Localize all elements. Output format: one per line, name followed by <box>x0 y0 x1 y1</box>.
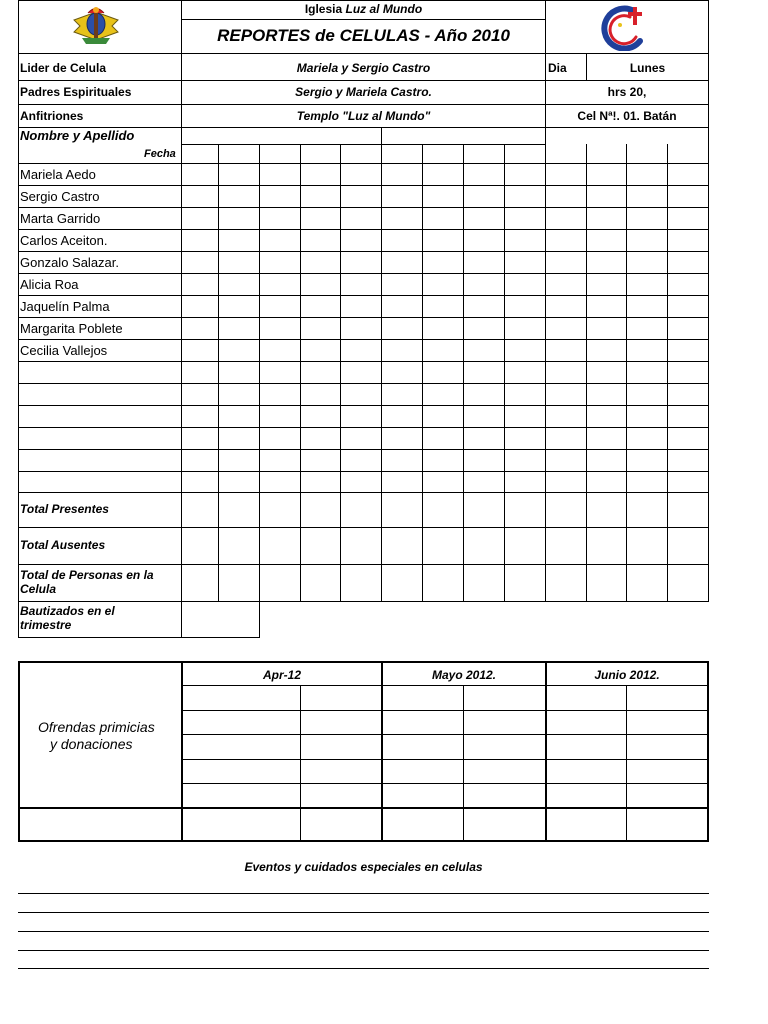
hours-value: hrs 20, <box>607 85 647 99</box>
leader-value: Mariela y Sergio Castro <box>296 61 431 75</box>
month-header: Mayo 2012. <box>431 668 497 682</box>
events-write-line[interactable] <box>18 950 709 951</box>
member-name: Mariela Aedo <box>20 167 96 182</box>
offerings-label: Ofrendas primicias <box>38 719 155 735</box>
total-absent-label: Total Ausentes <box>20 538 106 552</box>
member-name: Cecilia Vallejos <box>20 343 108 358</box>
month-header: Apr-12 <box>262 668 301 682</box>
day-value: Lunes <box>629 61 666 75</box>
member-name: Alicia Roa <box>20 277 79 292</box>
hosts-value: Templo "Luz al Mundo" <box>296 109 431 123</box>
member-name: Gonzalo Salazar. <box>20 255 120 270</box>
date-label: Fecha <box>144 148 176 160</box>
church-prefix: Iglesia <box>304 2 343 16</box>
events-write-line[interactable] <box>18 893 709 894</box>
total-people-label: Total de Personas en la <box>20 568 154 582</box>
baptized-label-cont: trimestre <box>20 618 72 632</box>
member-name: Margarita Poblete <box>20 321 123 336</box>
events-write-line[interactable] <box>18 912 709 913</box>
report-title: REPORTES de CELULAS - Año 2010 <box>217 26 510 45</box>
church-emblem-icon <box>68 4 124 48</box>
member-name: Marta Garrido <box>20 211 101 226</box>
day-label: Dia <box>548 61 567 75</box>
member-name: Carlos Aceiton. <box>20 233 108 248</box>
cell-number: Cel Nª!. 01. Batán <box>577 109 677 123</box>
leader-label: Lider de Celula <box>20 61 107 75</box>
offerings-label-cont: y donaciones <box>50 736 133 752</box>
parents-value: Sergio y Mariela Castro. <box>295 85 432 99</box>
cross-logo-icon <box>600 3 650 51</box>
total-people-label-cont: Celula <box>20 582 57 596</box>
month-header: Junio 2012. <box>594 668 660 682</box>
parents-label: Padres Espirituales <box>20 85 132 99</box>
events-write-line[interactable] <box>18 968 709 969</box>
events-title: Eventos y cuidados especiales en celulas <box>244 860 483 874</box>
name-header: Nombre y Apellido <box>20 128 135 143</box>
church-name: Luz al Mundo <box>345 2 423 16</box>
member-name: Sergio Castro <box>20 189 100 204</box>
events-write-line[interactable] <box>18 931 709 932</box>
baptized-label: Bautizados en el <box>20 604 115 618</box>
total-present-label: Total Presentes <box>20 502 109 516</box>
hosts-label: Anfitriones <box>20 109 84 123</box>
member-name: Jaquelín Palma <box>20 299 110 314</box>
